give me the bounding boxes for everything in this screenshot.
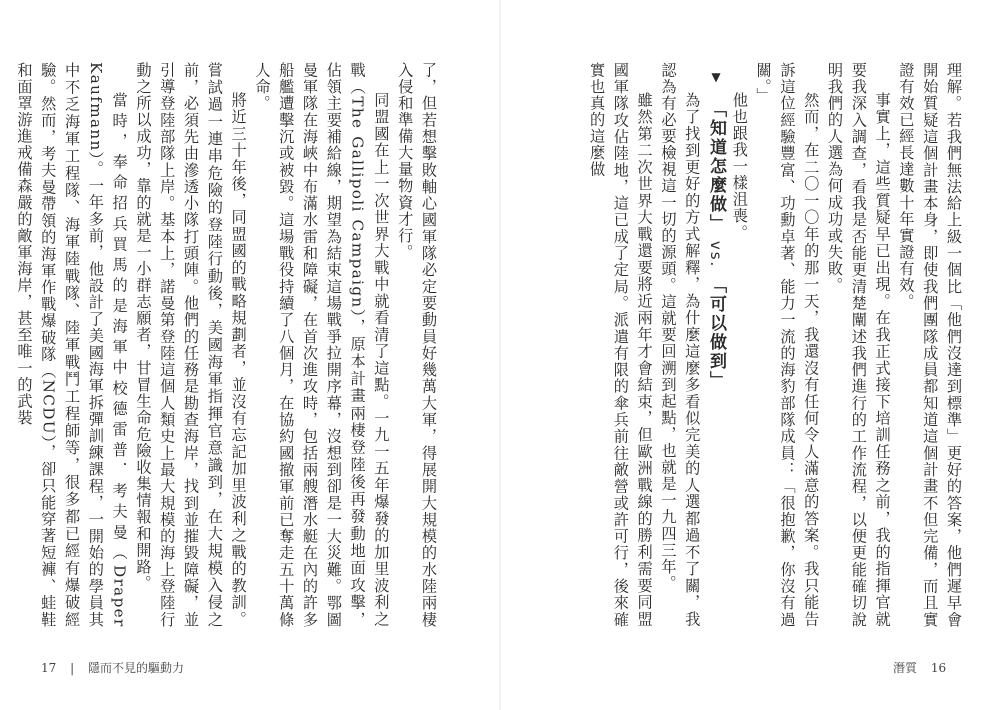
heading-part-1: 「知道怎麼做」 bbox=[706, 99, 727, 233]
paragraph: 然而，在二〇一〇年的那一天，我還沒有任何令人滿意的答案。我只能告訴這位經驗豐富、功勳卓著、能力一流的海豹部隊成員：「很抱歉，你沒有過關。」 bbox=[754, 62, 821, 628]
footer-separator: | bbox=[70, 661, 75, 675]
right-page-footer bbox=[893, 659, 956, 676]
heading-part-2: 「可以做到」 bbox=[706, 276, 727, 391]
paragraph: 他也跟我一樣沮喪。 bbox=[730, 92, 749, 242]
running-title: 隱而不見的驅動力 bbox=[87, 661, 184, 675]
paragraph: 事實上，這些質疑早已出現。在我正式接下培訓任務之前，我的指揮官就要我深入調查，看我是否能更清楚闡述我們進行的工作流程，以便更能確切說明我們的人選為何成功或失敗。 bbox=[826, 62, 892, 628]
paragraph: 為了找到更好的方式解釋，為什麼這麼多看似完美的人選都過不了關，我認為有必要檢視這一切的源頭。這就要回溯到起點，也就是一九四三年。 bbox=[659, 62, 702, 628]
paragraph: 理解。若我們無法給上級一個比「他們沒達到標準」更好的答案，他們遲早會開始質疑這個計畫本身，即使我們團隊成員都知道這個計畫不但完備，而且實證有效已經長達數十年實證有效。 bbox=[897, 62, 963, 628]
paragraph: 同盟國在上一次世界大戰中就看清了這點。一九一五年爆發的加里波利之戰（The Gallipoli Campaign），原本計畫兩棲登陸後再發動地面攻擊，佔領主要補給線，期望為結束這場戰爭拉開序幕，沒想到卻是一大災難。鄂圖曼軍隊在海峽中布滿水雷和障礙，在首次進攻時，包括兩艘潛水艇在內的許多船艦遭擊沉或被毀。這場戰役持續了八個月，在協約國撤軍前已奪走五十萬條人命。 bbox=[253, 62, 391, 628]
page-number: 16 bbox=[930, 661, 947, 675]
heading-vs: vs. bbox=[707, 240, 726, 269]
paragraph: 當時，奉命招兵買馬的是海軍中校德雷普．考夫曼（Draper Kaufmann）。一年多前，他設計了美國海軍拆彈訓練課程，一開始的學員其中不乏海軍工程隊、海軍陸戰隊、陸軍戰鬥工程師等，很多都已經有爆破經驗。然而，考夫曼帶領的海軍作戰爆破隊（NCDU），卻只能穿著短褲、蛙鞋和面罩游進戒備森嚴的敵軍海岸，甚至唯一的武裝 bbox=[15, 62, 129, 628]
paragraph: 雖然第二次世界大戰還要將近兩年才會結束，但歐洲戰線的勝利需要同盟國軍隊攻佔陸地，這已成了定局。派遣有限的傘兵前往敵營或許可行，後來確實也真的這麼做 bbox=[588, 62, 654, 628]
left-page-text bbox=[15, 62, 440, 628]
running-title: 潛質 bbox=[893, 661, 918, 675]
paragraph: 將近三十年後，同盟國的戰略規劃者，並沒有忘記加里波利之戰的教訓。嘗試過一連串危險的登陸行動後，美國海軍指揮官意識到，在大規模入侵之前，必須先由滲透小隊打頭陣。他們的任務是勘查海岸，找到並摧毀障礙，並引導登陸部隊上岸。基本上，諾曼第登陸這個人類史上最大規模的海上登陸行動之所以成功，靠的就是一小群志願者，甘冒生命危險收集情報和開路。 bbox=[134, 62, 248, 628]
right-page-text bbox=[575, 62, 965, 628]
triangle-marker-icon: ▼ bbox=[709, 70, 724, 86]
page-gutter bbox=[499, 0, 501, 710]
paragraph: 了，但若想擊敗軸心國軍隊必定要動員好幾萬大軍，得展開大規模的水陸兩棲入侵和準備大量物資才行。 bbox=[396, 62, 438, 628]
page-number: 17 bbox=[41, 661, 57, 675]
section-heading bbox=[703, 70, 727, 622]
left-page-footer bbox=[41, 659, 194, 676]
